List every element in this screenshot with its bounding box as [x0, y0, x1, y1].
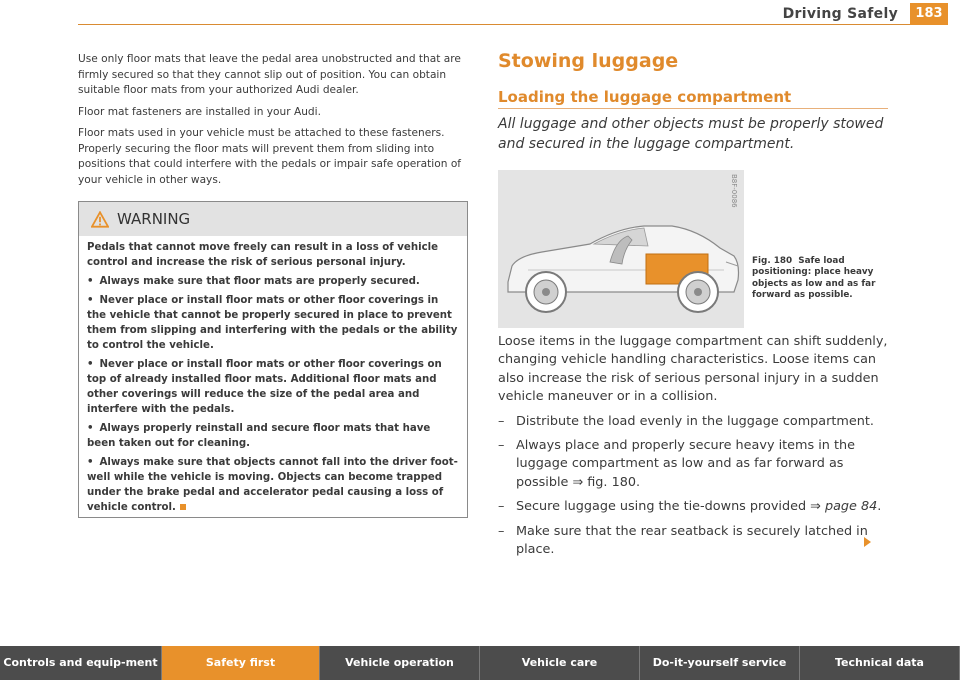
tab-controls-and-equipment[interactable]: Controls and equip-ment [0, 646, 162, 680]
figure-caption-label: Fig. 180 [752, 256, 793, 266]
footer-nav [0, 646, 960, 680]
section-title: Stowing luggage [498, 50, 679, 72]
tab-do-it-yourself-service[interactable]: Do-it-yourself service [640, 646, 800, 680]
warning-body [79, 236, 467, 515]
warning-bullet: • Always make sure that floor mats are properly secured. [87, 274, 459, 289]
warning-bullet: • Always properly reinstall and secure floor mats that have been taken out for cleaning. [87, 421, 459, 451]
warning-bullet: • Never place or install floor mats or other floor coverings in the vehicle that cannot be properly secured in place to prevent them from slipping and interfering with the pedals or the ability to control the vehicle. [87, 293, 459, 353]
chapter-title: Driving Safely [782, 6, 898, 22]
warning-title: WARNING [117, 210, 191, 228]
warning-header [79, 202, 467, 236]
figure-car-luggage [498, 170, 744, 328]
page-number: 183 [910, 3, 948, 25]
list-item-text: Make sure that the rear seatback is securely latched in place. [516, 523, 868, 558]
paragraph: Floor mats used in your vehicle must be attached to these fasteners. Properly securing the floor mats will prevent them from sliding into positions that could interfere with the pedals or impair safe operation of your vehicle in other ways. [78, 127, 462, 186]
list-item-text: Always place and properly secure heavy items in the luggage compartment as low and as far forward as possible ⇒ fig. 180. [516, 438, 855, 490]
subsection-title: Loading the luggage compartment [498, 88, 792, 106]
figure-caption [752, 256, 888, 302]
paragraph: Use only floor mats that leave the pedal area unobstructed and that are firmly secured so that they cannot slip out of position. You can obtain suitable floor mats from your authorized Audi dealer. [78, 53, 461, 96]
warning-bullet-last [87, 455, 459, 515]
list-item-text: Distribute the load evenly in the luggage compartment. [516, 413, 874, 429]
tab-technical-data[interactable]: Technical data [800, 646, 960, 680]
list-item: – Always place and properly secure heavy items in the luggage compartment as low and as far forward as possible ⇒ fig. 180. [498, 437, 890, 492]
list-item-text-end: . [877, 499, 882, 515]
warning-box [78, 201, 468, 518]
figure-caption-text: Safe load positioning: place heavy objects as low and as far forward as possible. [752, 256, 876, 301]
warning-bullet-text: Always make sure that objects cannot fall into the driver foot-well while the vehicle is moving. Objects can become trapped under the brake pedal and accelerator pedal causing a loss of vehicle control. [87, 457, 458, 513]
warning-intro: Pedals that cannot move freely can result in a loss of vehicle control and increase the risk of serious personal injury. [87, 242, 439, 268]
list-item: – Distribute the load evenly in the luggage compartment. [498, 413, 890, 431]
left-column [78, 52, 468, 194]
body-paragraph: Loose items in the luggage compartment can shift suddenly, changing vehicle handling characteristics. Loose items can also increase the risk of serious personal injury in a sudden vehicle maneuver or in a collision. [498, 334, 888, 405]
warning-triangle-icon [91, 211, 109, 228]
header-rule [78, 24, 910, 25]
tab-vehicle-operation[interactable]: Vehicle operation [320, 646, 480, 680]
warning-bullet: • Never place or install floor mats or other floor coverings on top of already installed floor mats. Additional floor mats and other coverings will reduce the size of the pedal area and interfere with the pedals. [87, 357, 459, 417]
subsection-rule [498, 108, 888, 109]
right-body [498, 333, 890, 565]
section-intro: All luggage and other objects must be properly stowed and secured in the luggage compartment. [498, 116, 884, 152]
list-item: – Secure luggage using the tie-downs provided ⇒ page 84. [498, 499, 882, 515]
tab-safety-first[interactable]: Safety first [162, 646, 320, 680]
page-reference-link[interactable]: page 84 [824, 499, 878, 515]
figure-code: B8F-0086 [730, 174, 738, 208]
car-illustration [498, 170, 744, 328]
list-item-text: Secure luggage using the tie-downs provided ⇒ [516, 499, 825, 515]
continue-arrow-icon [864, 537, 871, 547]
paragraph: Floor mat fasteners are installed in your Audi. [78, 105, 321, 118]
list-item: – Make sure that the rear seatback is securely latched in place. [498, 523, 890, 560]
tab-vehicle-care[interactable]: Vehicle care [480, 646, 640, 680]
end-of-section-mark [180, 504, 186, 510]
